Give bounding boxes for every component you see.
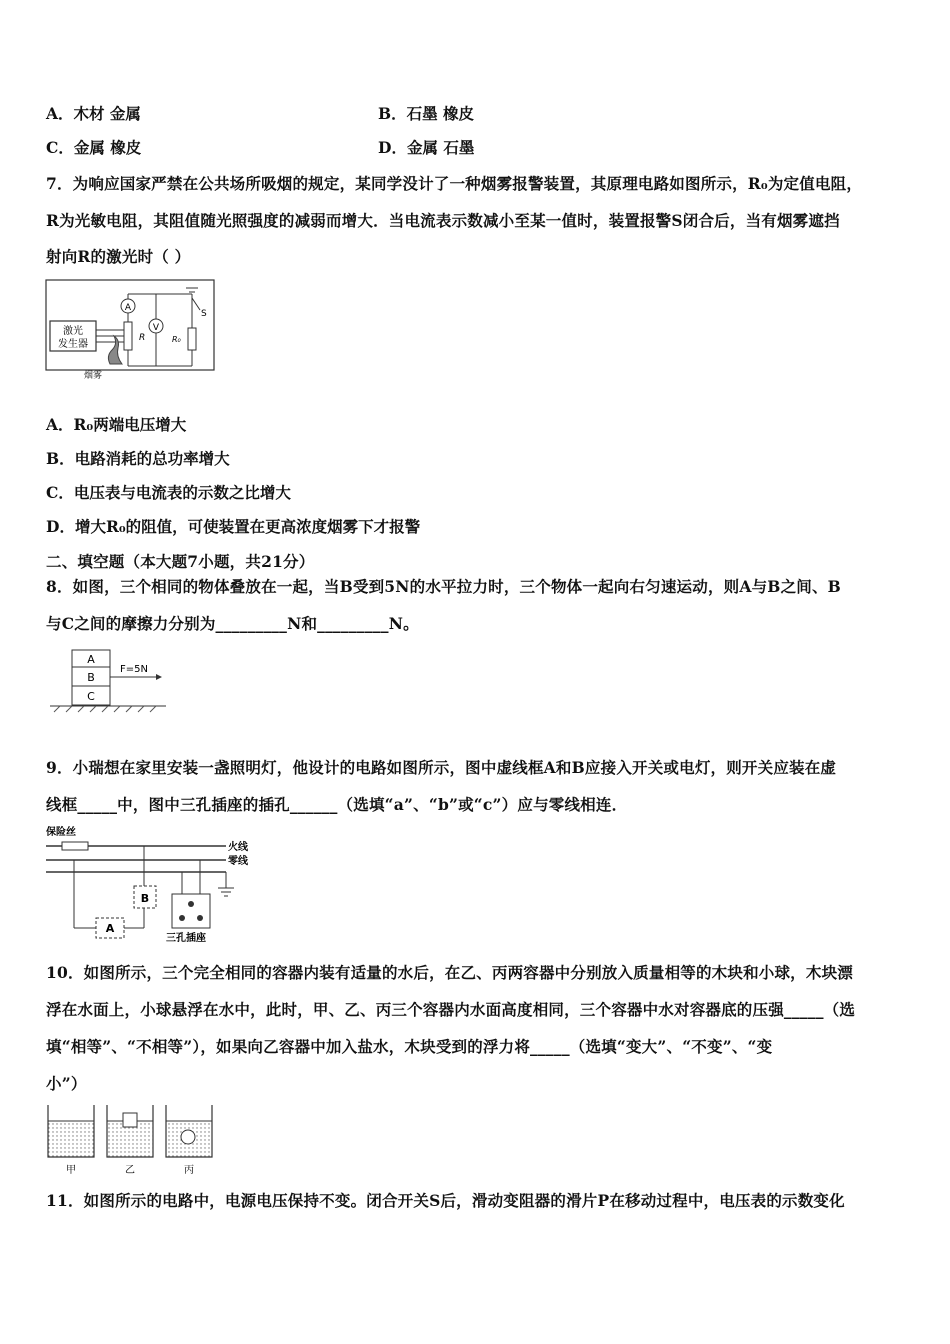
q8-text-line-2: 与C之间的摩擦力分别为_________N和_________N。 xyxy=(46,614,419,633)
box-b-label: B xyxy=(140,892,150,905)
q10-text-line-3: 填“相等”、“不相等”），如果向乙容器中加入盐水，木块受到的浮力将_____（选填“变大”、“不变”、“变 xyxy=(46,1037,773,1056)
q6-option-a: A．木材 金属 xyxy=(46,104,141,123)
q7-text-line-1: 7．为响应国家严禁在公共场所吸烟的规定，某同学没计了一种烟雾报警装置，其原理电路如图所示，R₀为定值电阻， xyxy=(46,174,863,193)
socket-label: 三孔插座 xyxy=(166,933,206,944)
block-b-label: B xyxy=(87,671,95,684)
section-title: 二、填空题（本大题7小题，共21分） xyxy=(46,552,315,571)
q6-option-d: D．金属 石墨 xyxy=(378,138,475,157)
fuse-label: 保险丝 xyxy=(46,827,76,838)
q11-text-line-1: 11．如图所示的电路中，电源电压保持不变。闭合开关S后，滑动变阻器的滑片P在移动过程中，电压表的示数变化 xyxy=(46,1191,845,1210)
ammeter-label: A xyxy=(124,303,132,313)
photoresistor-r xyxy=(124,322,132,350)
small-ball xyxy=(181,1130,195,1144)
container-jia-label: 甲 xyxy=(66,1165,76,1176)
switch-label: S xyxy=(201,309,207,319)
q10-text-line-4: 小”） xyxy=(46,1074,87,1093)
live-label: 火线 xyxy=(228,842,248,853)
q10-containers-figure xyxy=(44,1103,220,1179)
container-yi-label: 乙 xyxy=(125,1165,135,1176)
q9-text-line-2: 线框_____中，图中三孔插座的插孔______（选填“a”、“b”或“c”）应与零线相连． xyxy=(46,795,628,814)
q7-smoke-alarm-circuit-figure xyxy=(44,278,216,382)
q7-text-line-3: 射向R的激光时（ ） xyxy=(46,247,191,266)
q10-text-line-2: 浮在水面上，小球悬浮在水中，此时，甲、乙、丙三个容器内水面高度相同，三个容器中水对容器底的压强_____（选 xyxy=(46,1000,856,1019)
voltmeter-label: V xyxy=(152,323,160,333)
q9-text-line-1: 9．小瑞想在家里安装一盏照明灯，他设计的电路如图所示，图中虚线框A和B应接入开关或电灯，则开关应装在虚 xyxy=(46,758,837,777)
laser-label-2: 发生器 xyxy=(58,339,88,350)
q8-stacked-blocks-figure xyxy=(44,644,170,716)
fuse-icon xyxy=(62,842,88,850)
q10-text-line-1: 10．如图所示，三个完全相同的容器内装有适量的水后，在乙、丙两容器中分别放入质量相等的木块和小球，木块漂 xyxy=(46,963,853,982)
smoke-label: 烟雾 xyxy=(84,371,103,381)
q7-option-c: C．电压表与电流表的示数之比增大 xyxy=(46,483,291,502)
q6-option-b: B．石墨 橡皮 xyxy=(378,104,474,123)
switch-icon xyxy=(192,298,200,310)
container-bing-label: 丙 xyxy=(184,1165,194,1176)
wooden-block xyxy=(123,1113,137,1127)
block-c-label: C xyxy=(87,690,95,703)
r-label: R xyxy=(139,333,146,343)
smoke-icon xyxy=(108,336,122,364)
q7-option-a: A．R₀两端电压增大 xyxy=(46,415,187,434)
laser-label-1: 激光 xyxy=(63,326,83,337)
neutral-label: 零线 xyxy=(228,856,248,867)
q6-option-c: C．金属 橡皮 xyxy=(46,138,142,157)
q9-home-circuit-figure xyxy=(44,824,256,944)
force-label: F=5N xyxy=(120,664,148,675)
q7-option-d: D．增大R₀的阻值，可使装置在更高浓度烟雾下才报警 xyxy=(46,517,421,536)
resistor-r0 xyxy=(188,328,196,350)
block-a-label: A xyxy=(87,653,95,666)
box-a-label: A xyxy=(105,922,115,935)
q7-text-line-2: R为光敏电阻，其阻值随光照强度的减弱而增大．当电流表示数减小至某一值时，装置报警S闭合后，当有烟雾遮挡 xyxy=(46,211,840,230)
r0-label: R₀ xyxy=(172,335,181,344)
container-jia-water xyxy=(48,1121,94,1157)
q8-text-line-1: 8．如图，三个相同的物体叠放在一起，当B受到5N的水平拉力时，三个物体一起向右匀速运动，则A与B之间、B xyxy=(46,577,841,596)
three-hole-socket xyxy=(172,894,210,928)
q7-option-b: B．电路消耗的总功率增大 xyxy=(46,449,230,468)
